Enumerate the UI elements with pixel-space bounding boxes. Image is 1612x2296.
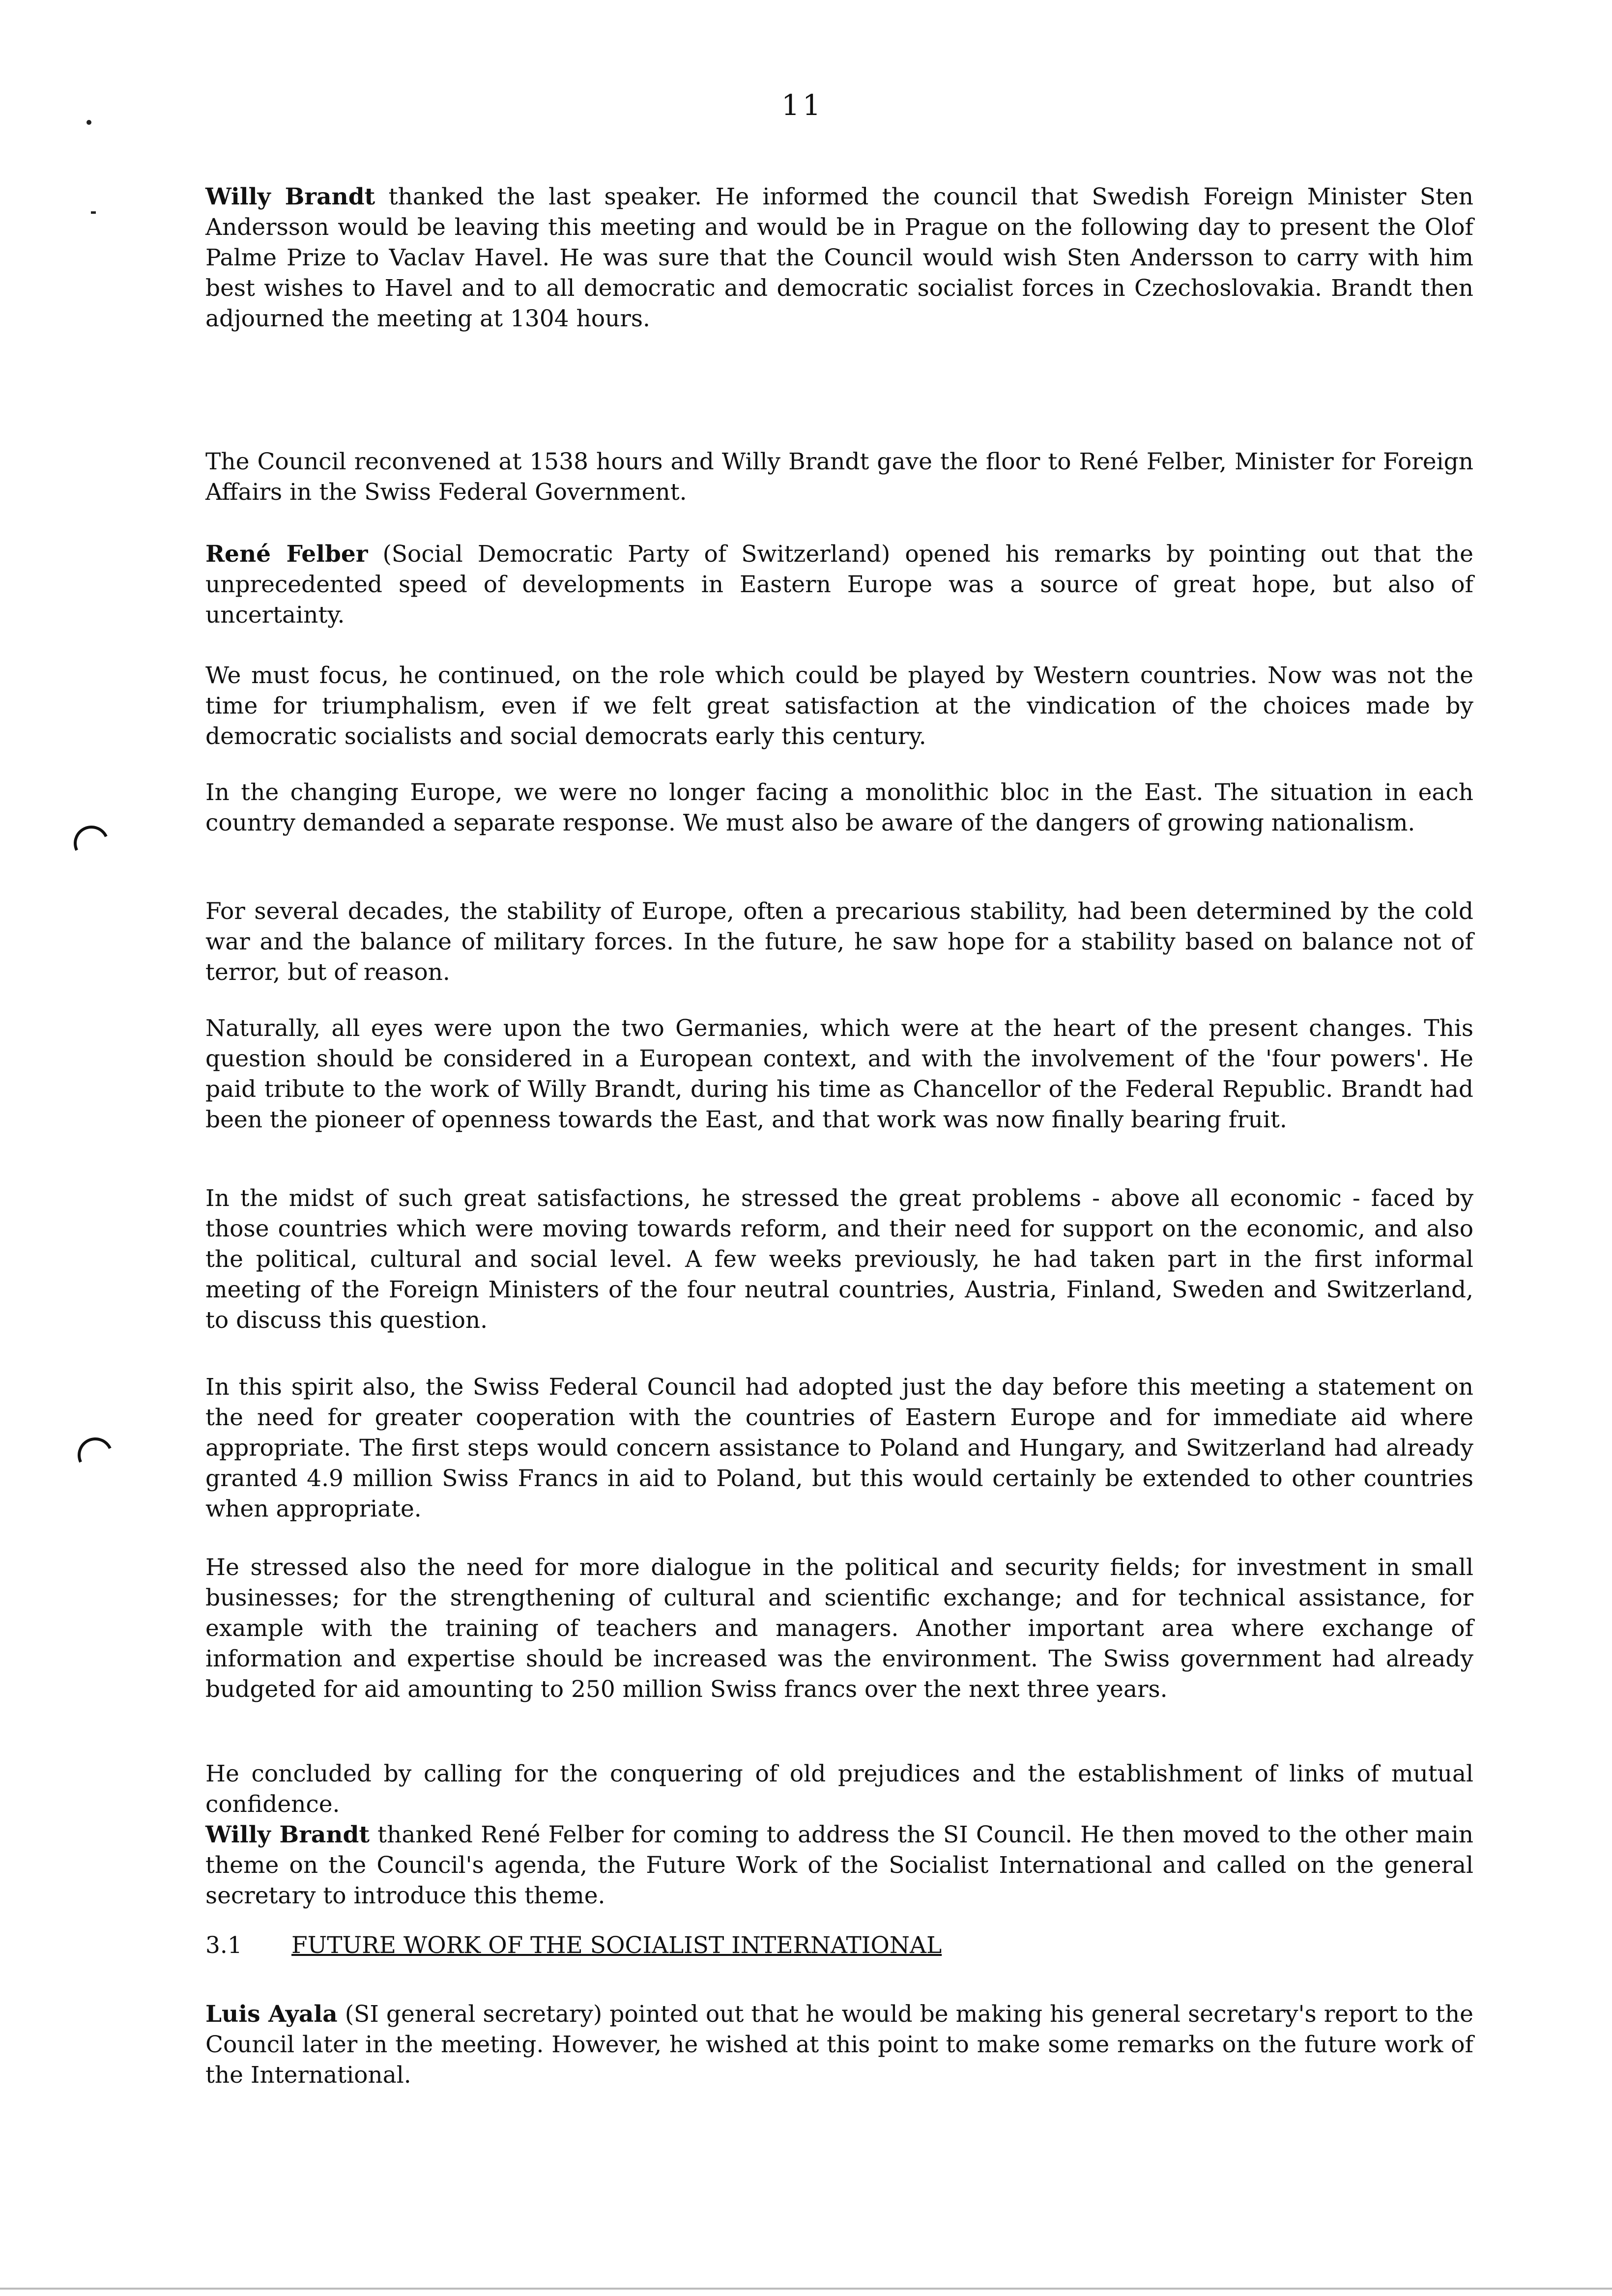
- paragraph-text: In the changing Europe, we were no longer facing a monolithic bloc in the East. The situation in each country demanded a separate response. We must also be aware of the dangers of growing nationalism.: [205, 779, 1473, 836]
- paragraph: [205, 1999, 1473, 2091]
- paragraph-text: In the midst of such great satisfactions, he stressed the great problems - above all economic - faced by those countries which were moving towards reform, and their need for support on the economic, and also the political, cultural and social level. A few weeks previously, he had taken part in the first informal meeting of the Foreign Ministers of the four neutral countries, Austria, Finland, Sweden and Switzerland, to discuss this question.: [205, 1185, 1473, 1334]
- paragraph: [205, 1013, 1473, 1135]
- paragraph-text: thanked the last speaker. He informed the council that Swedish Foreign Minister Sten Andersson would be leaving this meeting and would be in Prague on the following day to present the Olof Palme Prize to Vaclav Havel. He was sure that the Council would wish Sten Andersson to carry with him best wishes to Havel and to all democratic and democratic socialist forces in Czechoslovakia. Brandt then adjourned the meeting at 1304 hours.: [205, 183, 1473, 332]
- paragraph: [205, 539, 1473, 631]
- paragraph-text: We must focus, he continued, on the role which could be played by Western countries. Now was not the time for triumphalism, even if we felt great satisfaction at the vindication of the choices made by democratic socialists and social democrats early this century.: [205, 662, 1473, 750]
- speaker-name: Luis Ayala: [205, 2001, 338, 2028]
- paragraph-text: Naturally, all eyes were upon the two Germanies, which were at the heart of the present changes. This question should be considered in a European context, and with the involvement of the 'four powers'. He paid tribute to the work of Willy Brandt, during his time as Chancellor of the Federal Republic. Brandt had been the pioneer of openness towards the East, and that work was now finally bearing fruit.: [205, 1015, 1473, 1133]
- paragraph: [205, 1759, 1473, 1820]
- paragraph: [205, 1183, 1473, 1336]
- paragraph: [205, 1552, 1473, 1705]
- paragraph-text: In this spirit also, the Swiss Federal Council had adopted just the day before this meeting a statement on the need for greater cooperation with the countries of Eastern Europe and for immediate aid where appropriate. The first steps would concern assistance to Poland and Hungary, and Switzerland had already granted 4.9 million Swiss Francs in aid to Poland, but this would certainly be extended to other countries when appropriate.: [205, 1374, 1473, 1522]
- paragraph: [205, 777, 1473, 838]
- section-number: 3.1: [205, 1932, 242, 1959]
- speaker-name: René Felber: [205, 541, 368, 568]
- binder-arc-mark: [73, 1433, 118, 1478]
- paragraph-text: For several decades, the stability of Europe, often a precarious stability, had been determined by the cold war and the balance of military forces. In the future, he saw hope for a stability based on balance not of terror, but of reason.: [205, 898, 1473, 986]
- paragraph-text: (SI general secretary) pointed out that he would be making his general secretary's report to the Council later in the meeting. However, he wished at this point to make some remarks on the future work of the International.: [205, 2001, 1474, 2089]
- speaker-name: Willy Brandt: [205, 1821, 370, 1848]
- paragraph-text: The Council reconvened at 1538 hours and Willy Brandt gave the floor to René Felber, Minister for Foreign Affairs in the Swiss Federal Government.: [205, 448, 1473, 506]
- paragraph: [205, 447, 1473, 508]
- paragraph: [205, 896, 1473, 988]
- paragraph: [205, 660, 1473, 752]
- page-number: 11: [781, 88, 824, 122]
- punch-dot: [86, 120, 91, 125]
- paragraph-text: He concluded by calling for the conquering of old prejudices and the establishment of links of mutual confidence.: [205, 1760, 1473, 1818]
- section-title: FUTURE WORK OF THE SOCIALIST INTERNATIONAL: [291, 1932, 942, 1959]
- section-heading: [205, 1930, 942, 1961]
- speaker-name: Willy Brandt: [205, 183, 375, 210]
- paragraph: [205, 182, 1473, 334]
- punch-dash: [91, 211, 96, 214]
- paragraph: [205, 1372, 1473, 1524]
- paragraph-text: He stressed also the need for more dialogue in the political and security fields; for investment in small businesses; for the strengthening of cultural and scientific exchange; and for technical assistance, for example with the training of teachers and managers. Another important area where exchange of information and expertise should be increased was the environment. The Swiss government had already budgeted for aid amounting to 250 million Swiss francs over the next three years.: [205, 1554, 1473, 1703]
- paragraph-text: thanked René Felber for coming to address the SI Council. He then moved to the other main theme on the Council's agenda, the Future Work of the Socialist International and called on the general secretary to introduce this theme.: [205, 1821, 1473, 1909]
- paragraph: [205, 1820, 1473, 1911]
- paragraph-text: (Social Democratic Party of Switzerland) opened his remarks by pointing out that the unprecedented speed of developments in Eastern Europe was a source of great hope, but also of uncertainty.: [205, 541, 1473, 629]
- page-bottom-edge: [0, 2288, 1612, 2290]
- binder-arc-mark: [69, 821, 114, 866]
